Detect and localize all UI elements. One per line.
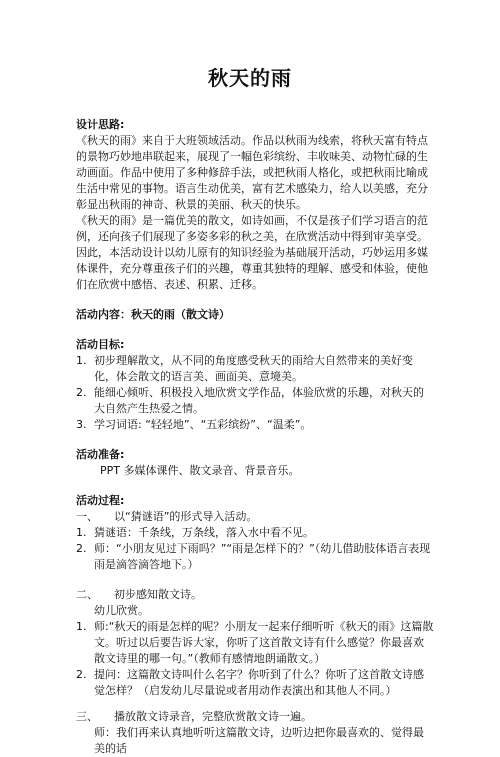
section3-line: 师：我们再来认真地听听这篇散文诗，边听边把你最喜欢的、觉得最美的话 [94,726,424,755]
process-heading: 活动过程: [76,494,125,507]
section-number: 一、 [76,510,98,523]
section-title: 播放散文诗录音，完整欣赏散文诗一遍。 [114,710,312,723]
goal-text: 初步理解散文，从不同的角度感受秋天的雨给大自然带来的美好变化，体会散文的语言美、画面美、意境美。 [94,354,413,383]
section-title: 以“猜谜语”的形式导入活动。 [114,510,258,523]
document-title: 秋天的雨 [208,66,292,90]
goal-number: 3. [76,418,87,431]
document-body [76,117,434,757]
item-number: 1. [76,620,87,633]
item-text: 猜谜语：千条线，万条线，落入水中看不见。 [94,526,314,539]
section2-item-1 [76,619,434,667]
design-paragraph-1: 《秋天的雨》来自于大班领域活动。作品以秋雨为线索，将秋天富有特点的景物巧妙地串联起来，展现了一幅色彩缤纷、丰收味美、动物忙碌的生动画面。作品中使用了多种修辞手法，或把秋雨人格化，或把秋雨比喻成生活中常见的事物。语言生动优美，富有艺术感染力，给人以美感，充分彰显出秋雨的神奇、秋景的美丽、秋天的快乐。 [76,134,428,211]
goal-text: 学习词语: “轻轻地”、“五彩缤纷”、“温柔”。 [94,418,312,431]
section-number: 三、 [76,710,98,723]
item-number: 1. [76,526,87,539]
section-2 [76,587,434,603]
section-number: 二、 [76,588,98,601]
goal-item-3 [76,417,434,433]
activity-content: 活动内容：秋天的雨（散文诗） [76,308,230,321]
section1-item-1 [76,525,434,541]
goal-text: 能细心倾听、积极投入地欣赏文学作品，体验欣赏的乐趣，对秋天的大自然产生热爱之情。 [94,386,424,415]
goal-number: 2. [76,386,87,399]
goal-number: 1. [76,354,87,367]
section-1 [76,509,434,525]
section-3 [76,709,434,725]
design-paragraph-2: 《秋天的雨》是一篇优美的散文，如诗如画，不仅是孩子们学习语言的范例，还向孩子们展现了多姿多彩的秋之美，在欣赏活动中得到审美享受。因此，本活动设计以幼儿原有的知识经验为基础展开活动，巧妙运用多媒体课件，充分尊重孩子们的兴趣，尊重其独特的理解、感受和体验，使他们在欣赏中感悟、表述、积累、迁移。 [76,214,428,291]
item-text: 师:“秋天的雨是怎样的呢？小朋友一起来仔细听听《秋天的雨》这篇散文。听过以后要告诉大家，你听了这首散文诗有什么感觉？你最喜欢散文诗里的哪一句。”（教师有感情地朗诵散文。） [94,620,434,665]
prep-text: PPT 多媒体课件、散文录音、背景音乐。 [100,464,300,477]
section1-item-2 [76,541,434,573]
goals-heading: 活动目标: [76,338,125,351]
item-text: 提问：这篇散文诗叫什么名字？你听到了什么？你听了这首散文诗感觉怎样？（启发幼儿尽量说或者用动作表演出和其他人不同。） [94,668,424,697]
prep-heading: 活动准备: [76,448,125,461]
section-title: 初步感知散文诗。 [114,588,202,601]
section2-subtitle: 幼儿欣赏。 [94,604,149,617]
goal-item-2 [76,385,434,417]
section2-item-2 [76,667,434,699]
goal-item-1 [76,353,434,385]
item-text: 师：“小朋友见过下雨吗？”“雨是怎样下的？”（幼儿借助肢体语言表现雨是滴答滴答地下。） [94,542,431,571]
item-number: 2. [76,542,87,555]
item-number: 2. [76,668,87,681]
design-heading: 设计思路: [76,118,125,131]
